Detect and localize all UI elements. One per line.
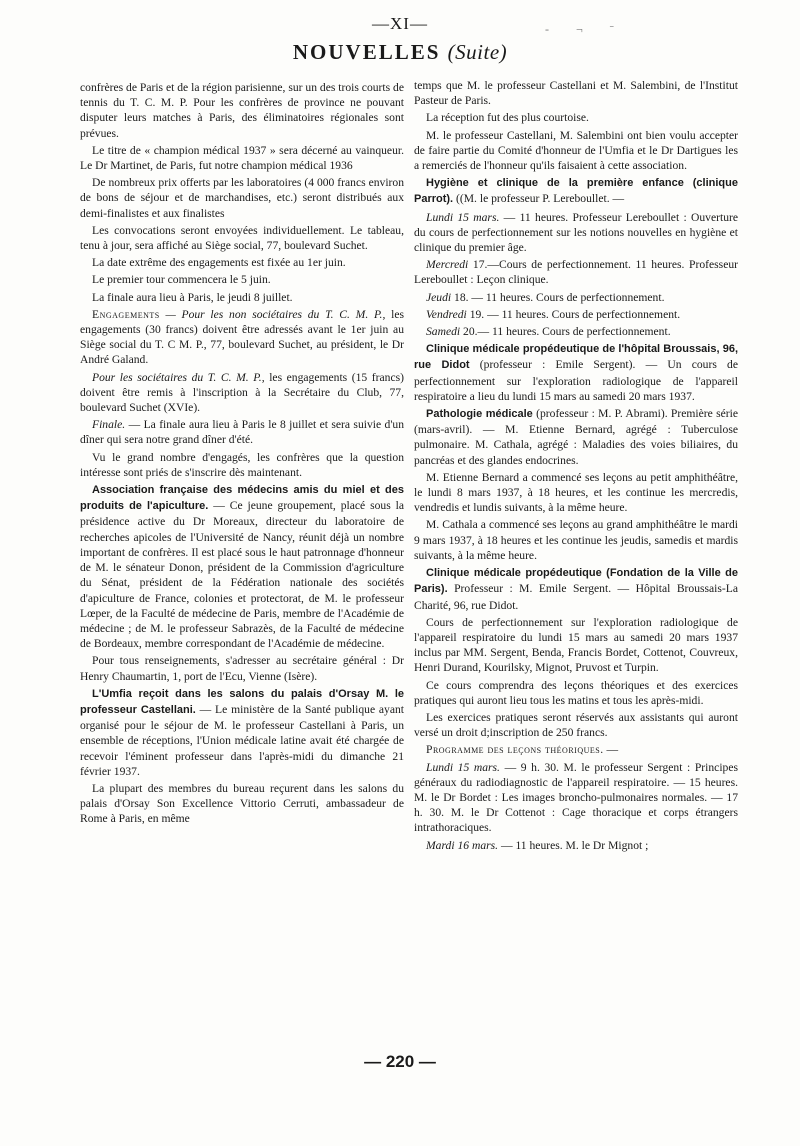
body-text: ((M. le professeur P. Lereboullet. — xyxy=(456,192,625,206)
paragraph: M. le professeur Castellani, M. Salembini ont bien voulu accepter de faire partie du Comité d'honneur de l'Umfia et le Dr Dartigues les a remerciés de l'honneur qu'ils faisaient à cette association. xyxy=(414,128,738,173)
corner-marks: - ¬ ˉ xyxy=(545,22,626,36)
body-text: — Ce jeune groupement, placé sous la présidence active du Dr Moreaux, directeur du laboratoire de recherches apicoles de l'Université de Nancy, réunit déjà un nombre important de confrères. Il est placé sous le haut patronnage d'honneur de M. le sénateur Donon, président de la Commission d'agriculture du Sénat, président de la Fédération nationale des sociétés d'apiculture de France, colonies et protectorat, de M. le professeur Lœper, de la Faculté de médecine de Paris, membre de l'Académie de médecine ; de M. le professeur Sabrazès, de la Faculté de médecine de Bordeaux, membre correspondant de l'Académie de médecine. xyxy=(80,499,404,651)
page-title xyxy=(0,40,800,65)
section-heading: L'Umfia reçoit dans les salons du palais d'Orsay M. le professeur Castellani. xyxy=(80,687,404,716)
body-text: 19. — 11 heures. Cours de perfectionnement. xyxy=(469,307,681,321)
paragraph xyxy=(80,482,404,651)
body-text: — 11 heures. Professeur Lereboullet : Ouverture du cours de perfectionnement sur les notions nouvelles en hygiène et clinique du premier âge. xyxy=(414,210,738,255)
paragraph: Le premier tour commencera le 5 juin. xyxy=(92,273,271,287)
right-column xyxy=(414,78,738,855)
left-column xyxy=(80,80,404,829)
italic-text: Mercredi xyxy=(426,258,469,272)
title-suite: (Suite) xyxy=(447,40,508,64)
paragraph: Vu le grand nombre d'engagés, les confrères que la question intéresse sont priés de s'inscrire dès maintenant. xyxy=(80,450,404,479)
paragraph: La finale aura lieu à Paris, le jeudi 8 juillet. xyxy=(92,290,293,304)
folio: —XI— xyxy=(372,14,428,33)
title-main: NOUVELLES xyxy=(292,40,441,64)
paragraph: Les exercices pratiques seront réservés aux assistants qui auront versé un droit d;inscription de 250 francs. xyxy=(414,710,738,740)
paragraph: confrères de Paris et de la région parisienne, sur un des trois courts de tennis du T. C. M. P. Pour les confrères de province ne pouvant disputer leurs matches à Paris, des éliminatoires régionales sont prévues. xyxy=(80,81,404,140)
paragraph: Les convocations seront envoyées individuellement. Le tableau, tenu à jour, sera affiché au Siège social, 77, boulevard Suchet. xyxy=(80,223,404,253)
section-heading: Hygiène et clinique de la première enfance (clinique Parrot). xyxy=(414,177,738,206)
italic-text: — Pour les non sociétaires du T. C. M. P., xyxy=(165,307,386,321)
body-text: — Le ministère de la Santé publique ayant organisé pour le séjour de M. le professeur Castellani à Paris, un ensemble de réceptions, l'Union médicale latine avait été chargée de recevoir l'éminent professeur dans l'après-midi du dimanche 21 février 1937. xyxy=(80,702,404,778)
paragraph xyxy=(414,838,738,853)
paragraph: M. Cathala a commencé ses leçons au grand amphithéâtre le mardi 9 mars 1937, à 18 heures et les continue les jeudis, samedis et mardis suivants, à la même heure. xyxy=(414,518,738,562)
body-text: — 9 h. 30. M. le professeur Sergent : Principes généraux du radiodiagnostic de l'appareil respiratoire. — 15 heures. M. le Dr Bordet : Les images broncho-pulmonaires normales. — 17 h. 30. M. le Dr Cottenot : Cage thoracique et corps étrangers intrathoraciques. xyxy=(414,760,738,835)
italic-text: Samedi xyxy=(426,325,461,339)
paragraph xyxy=(414,290,738,305)
paragraph xyxy=(414,742,738,757)
body-text: les engagements (15 francs) doivent être remis à l'inscription à la Secrétaire du Club, 77, boulevard Suchet (XVIe). xyxy=(80,370,404,415)
paragraph xyxy=(80,686,404,779)
paragraph: Ce cours comprendra des leçons théoriques et des exercices pratiques qui auront lieu tous les matins et tous les après-midi. xyxy=(414,678,738,707)
body-text: (professeur : M. P. Abrami). Première série (mars-avril). — M. Etienne Bernard, agrégé : Tuberculose pulmonaire. M. Cathala, agrégé : Maladies des voies biliaires, du pancréas et des glandes endocrines. xyxy=(414,407,738,467)
body-text: Professeur : M. Emile Sergent. — Hôpital Broussais-La Charité, 96, rue Didot. xyxy=(414,582,739,612)
italic-text: Lundi 15 mars. xyxy=(426,760,500,774)
paragraph: Cours de perfectionnement sur l'exploration radiologique de l'appareil respiratoire du lundi 15 mars au samedi 20 mars 1937 inclus par MM. Sergent, Benda, Francis Bordet, Cottenot, Couvreux, Henri Durand, Kourilsky, Mignot, Pruvost et Turpin. xyxy=(414,615,738,675)
body-text: — xyxy=(606,743,619,757)
section-heading: Clinique médicale propédeutique (Fondation de la Ville de Paris). xyxy=(414,567,738,596)
paragraph xyxy=(80,370,404,416)
italic-text: Mardi 16 mars. xyxy=(426,838,499,852)
paragraph xyxy=(414,324,738,339)
paragraph xyxy=(414,307,738,322)
paragraph xyxy=(80,307,404,368)
paragraph: De nombreux prix offerts par les laboratoires (4 000 francs environ de bons de séjour et de marchandises, etc.) seront distribués aux demi-finalistes et aux finalistes xyxy=(80,176,404,220)
paragraph xyxy=(80,417,404,447)
body-text: 17.—Cours de perfectionnement. 11 heures. Professeur Lereboullet : Leçon clinique. xyxy=(414,258,738,287)
section-heading: Clinique médicale propédeutique de l'hôpital Broussais, 96, rue Didot xyxy=(414,343,738,372)
paragraph: temps que M. le professeur Castellani et M. Salembini, de l'Institut Pasteur de Paris. xyxy=(414,79,738,108)
section-lead: Engagements xyxy=(92,307,160,321)
italic-text: Vendredi xyxy=(426,307,467,321)
paragraph: La plupart des membres du bureau reçurent dans les salons du palais d'Orsay Son Excellence Vittorio Cerruti, ambassadeur de Rome à Paris, en même xyxy=(80,781,404,826)
body-text: 18. — 11 heures. Cours de perfectionnement. xyxy=(454,290,665,304)
italic-text: Jeudi xyxy=(426,290,452,304)
section-lead: Programme des leçons théoriques. xyxy=(426,743,604,757)
paragraph: Pour tous renseignements, s'adresser au secrétaire général : Dr Henry Chaumartin, 1, port de l'Ecu, Vienne (Isère). xyxy=(80,654,404,683)
body-text: — La finale aura lieu à Paris le 8 juillet et sera suivie d'un dîner qui sera notre grand dîner d'été. xyxy=(80,418,404,447)
section-heading: Association française des médecins amis du miel et des produits de l'apiculture. xyxy=(80,484,404,513)
section-heading: Pathologie médicale xyxy=(426,408,533,421)
italic-text: Finale. xyxy=(92,418,126,432)
italic-text: Pour les sociétaires du T. C. M. P., xyxy=(92,370,265,384)
paragraph xyxy=(414,406,738,468)
paragraph xyxy=(414,760,738,836)
paragraph xyxy=(414,341,738,404)
body-text: 20.— 11 heures. Cours de perfectionnement. xyxy=(463,325,671,339)
paragraph: Le titre de « champion médical 1937 » sera décerné au vainqueur. Le Dr Martinet, de Paris, fut notre champion médical 1936 xyxy=(80,143,404,173)
paragraph: La date extrême des engagements est fixée au 1er juin. xyxy=(92,256,346,270)
paragraph xyxy=(414,257,738,287)
paragraph xyxy=(414,175,738,207)
body-text: les engagements (30 francs) doivent être adressés avant le 1er juin au Siège social du T. C M. P., 77, boulevard Suchet, au président, le Dr André Galand. xyxy=(80,307,404,367)
body-text: — 11 heures. M. le Dr Mignot ; xyxy=(500,838,649,852)
body-text: (professeur : Emile Sergent). — Un cours de perfectionnement sur l'exploration radiologique de l'appareil respiratoire a lieu du lundi 15 mars au samedi 20 mars 1937. xyxy=(414,358,738,403)
paragraph: M. Etienne Bernard a commencé ses leçons au petit amphithéâtre, le lundi 8 mars 1937, à 18 heures, et les continue les mercredis, vendredis et lundis suivants, à la même heure. xyxy=(414,470,738,515)
page-number: — 220 — xyxy=(364,1052,436,1071)
paragraph xyxy=(414,210,738,256)
paragraph: La réception fut des plus courtoise. xyxy=(426,111,589,125)
italic-text: Lundi 15 mars. xyxy=(426,210,500,224)
paragraph xyxy=(414,565,738,613)
